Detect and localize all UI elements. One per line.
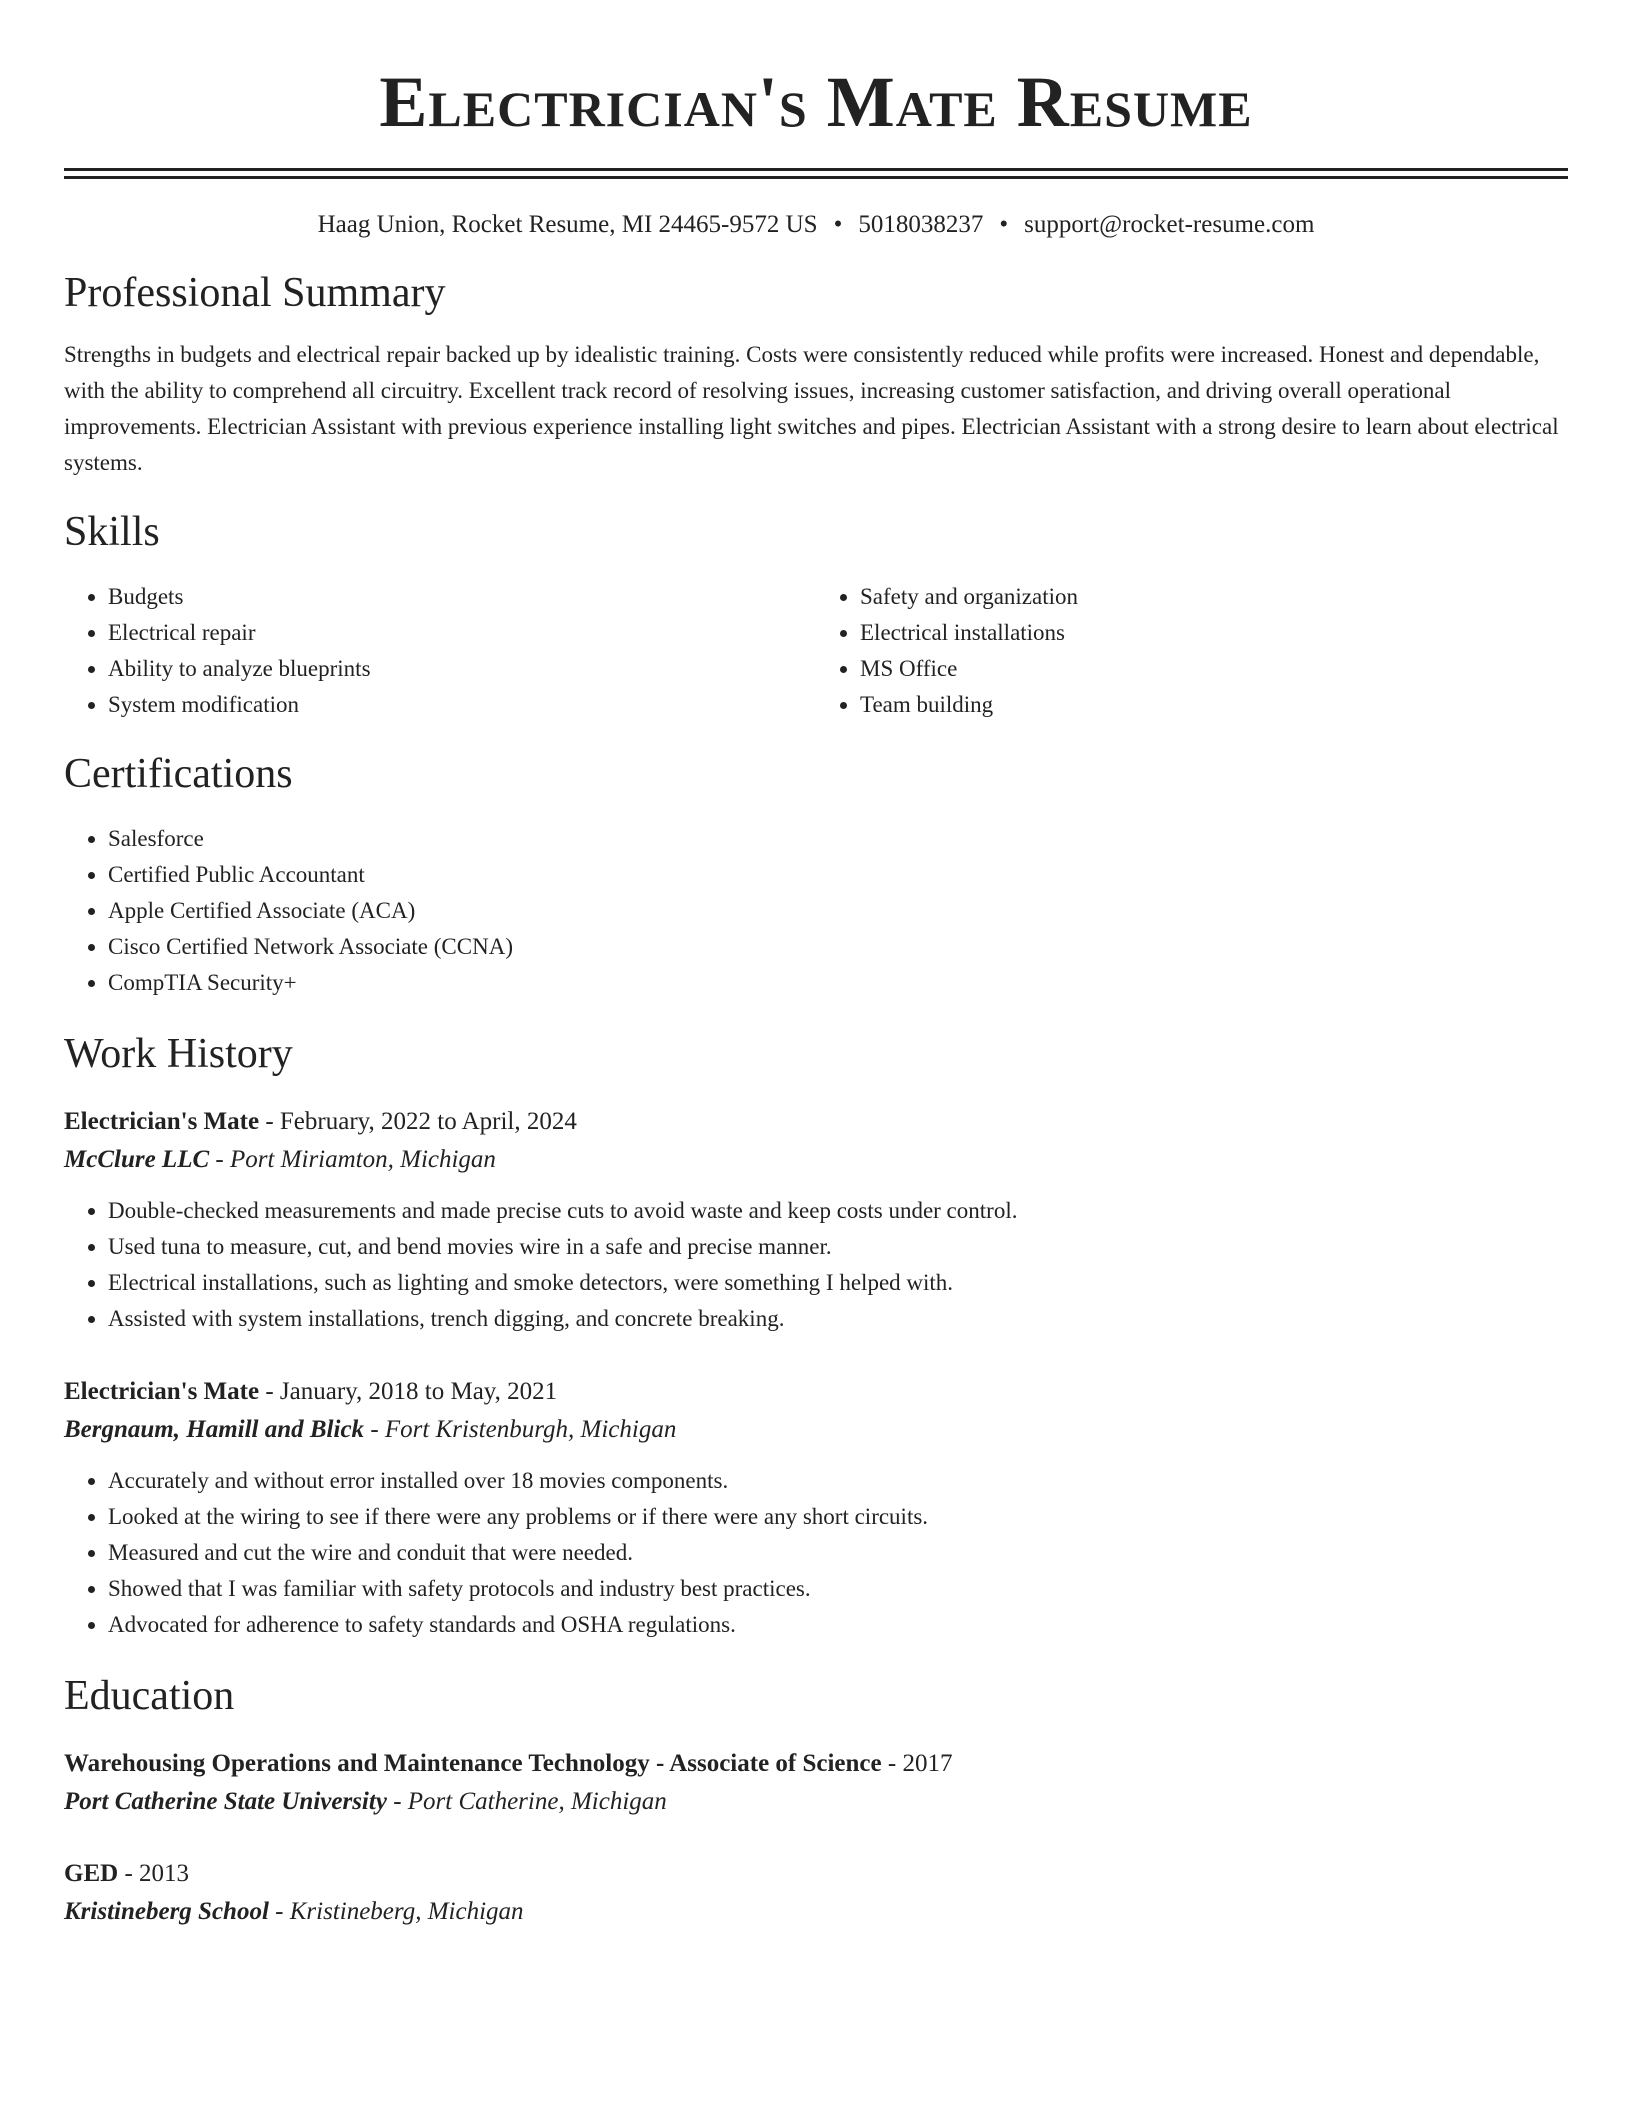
job-bullet: • Double-checked measurements and made precise cuts to avoid waste and keep costs under control. bbox=[108, 1193, 1568, 1229]
skills-section bbox=[64, 507, 1568, 723]
degree-line bbox=[64, 1745, 1568, 1783]
contact-phone: 5018038237 bbox=[858, 211, 984, 238]
job-dates: - January, 2018 to May, 2021 bbox=[259, 1378, 558, 1405]
contact-email: support@rocket-resume.com bbox=[1024, 211, 1315, 238]
degree: Warehousing Operations and Maintenance Technology - Associate of Science bbox=[64, 1750, 882, 1777]
skill-item: • Electrical installations bbox=[860, 615, 1568, 651]
education-section bbox=[64, 1671, 1568, 1931]
job-bullet: • Electrical installations, such as lighting and smoke detectors, were something I helped with. bbox=[108, 1265, 1568, 1301]
school-line bbox=[64, 1783, 1568, 1821]
skill-item: • Team building bbox=[860, 687, 1568, 723]
title-double-rule bbox=[64, 168, 1568, 179]
skills-left-list bbox=[64, 579, 816, 723]
job-bullet: • Looked at the wiring to see if there were any problems or if there were any short circuits. bbox=[108, 1499, 1568, 1535]
job-dates: - February, 2022 to April, 2024 bbox=[259, 1108, 577, 1135]
job-bullet: • Advocated for adherence to safety standards and OSHA regulations. bbox=[108, 1607, 1568, 1643]
skills-columns bbox=[64, 579, 1568, 723]
job-title-line bbox=[64, 1103, 1568, 1141]
separator-dot: • bbox=[999, 211, 1009, 238]
skill-item: • Safety and organization bbox=[860, 579, 1568, 615]
certification-item: • CompTIA Security+ bbox=[108, 965, 1568, 1001]
job-bullet: • Used tuna to measure, cut, and bend movies wire in a safe and precise manner. bbox=[108, 1229, 1568, 1265]
skill-item: • MS Office bbox=[860, 651, 1568, 687]
school-location: - Port Catherine, Michigan bbox=[386, 1788, 667, 1815]
education-entry bbox=[64, 1745, 1568, 1821]
section-heading: Certifications bbox=[64, 751, 293, 797]
skills-right-list bbox=[816, 579, 1568, 723]
skill-item: • Electrical repair bbox=[108, 615, 816, 651]
page-title: Electrician's Mate Resume bbox=[379, 62, 1253, 142]
job-title: Electrician's Mate bbox=[64, 1108, 260, 1135]
certifications-section bbox=[64, 749, 1568, 1001]
job-location: - Fort Kristenburgh, Michigan bbox=[364, 1416, 677, 1443]
section-heading: Education bbox=[64, 1673, 235, 1719]
section-heading: Skills bbox=[64, 509, 160, 555]
job-entry bbox=[64, 1373, 1568, 1643]
contact-address: Haag Union, Rocket Resume, MI 24465-9572 US bbox=[317, 211, 818, 238]
job-bullet: • Showed that I was familiar with safety protocols and industry best practices. bbox=[108, 1571, 1568, 1607]
certifications-list bbox=[64, 821, 1568, 1001]
job-title-line bbox=[64, 1373, 1568, 1411]
section-heading: Professional Summary bbox=[64, 270, 446, 316]
job-entry bbox=[64, 1103, 1568, 1337]
job-bullet: • Assisted with system installations, trench digging, and concrete breaking. bbox=[108, 1301, 1568, 1337]
summary-text: Strengths in budgets and electrical repair backed up by idealistic training. Costs were consistently reduced while profits were increased. Honest and dependable, with the ability to comprehend all circuitry. Excellent track record of resolving issues, increasing customer satisfaction, and driving overall operational improvements. Electrician Assistant with previous experience installing light switches and pipes. Electrician Assistant with a strong desire to learn about electrical systems. bbox=[64, 342, 1559, 475]
work-history-section bbox=[64, 1029, 1568, 1643]
certification-item: • Certified Public Accountant bbox=[108, 857, 1568, 893]
divider bbox=[64, 168, 1568, 171]
certification-item: • Apple Certified Associate (ACA) bbox=[108, 893, 1568, 929]
job-company-line bbox=[64, 1141, 1568, 1179]
job-location: - Port Miriamton, Michigan bbox=[209, 1146, 496, 1173]
school-location: - Kristineberg, Michigan bbox=[268, 1898, 524, 1925]
school-name: Kristineberg School bbox=[64, 1898, 269, 1925]
education-entry bbox=[64, 1855, 1568, 1931]
section-heading: Work History bbox=[64, 1031, 293, 1077]
job-bullet: • Measured and cut the wire and conduit that were needed. bbox=[108, 1535, 1568, 1571]
professional-summary-section bbox=[64, 268, 1568, 481]
degree: GED bbox=[64, 1860, 119, 1887]
job-bullet: • Accurately and without error installed over 18 movies components. bbox=[108, 1463, 1568, 1499]
job-company: Bergnaum, Hamill and Blick bbox=[64, 1416, 365, 1443]
job-company-line bbox=[64, 1411, 1568, 1449]
certification-item: • Cisco Certified Network Associate (CCNA) bbox=[108, 929, 1568, 965]
degree-line bbox=[64, 1855, 1568, 1893]
certification-item: • Salesforce bbox=[108, 821, 1568, 857]
job-bullets bbox=[64, 1463, 1568, 1643]
school-line bbox=[64, 1893, 1568, 1931]
divider bbox=[64, 176, 1568, 179]
graduation-year: - 2013 bbox=[118, 1860, 190, 1887]
job-title: Electrician's Mate bbox=[64, 1378, 260, 1405]
separator-dot: • bbox=[833, 211, 843, 238]
contact-line bbox=[64, 209, 1568, 241]
skill-item: • Budgets bbox=[108, 579, 816, 615]
skill-item: • Ability to analyze blueprints bbox=[108, 651, 816, 687]
school-name: Port Catherine State University bbox=[64, 1788, 387, 1815]
skill-item: • System modification bbox=[108, 687, 816, 723]
graduation-year: - 2017 bbox=[881, 1750, 953, 1777]
job-bullets bbox=[64, 1193, 1568, 1337]
job-company: McClure LLC bbox=[64, 1146, 210, 1173]
